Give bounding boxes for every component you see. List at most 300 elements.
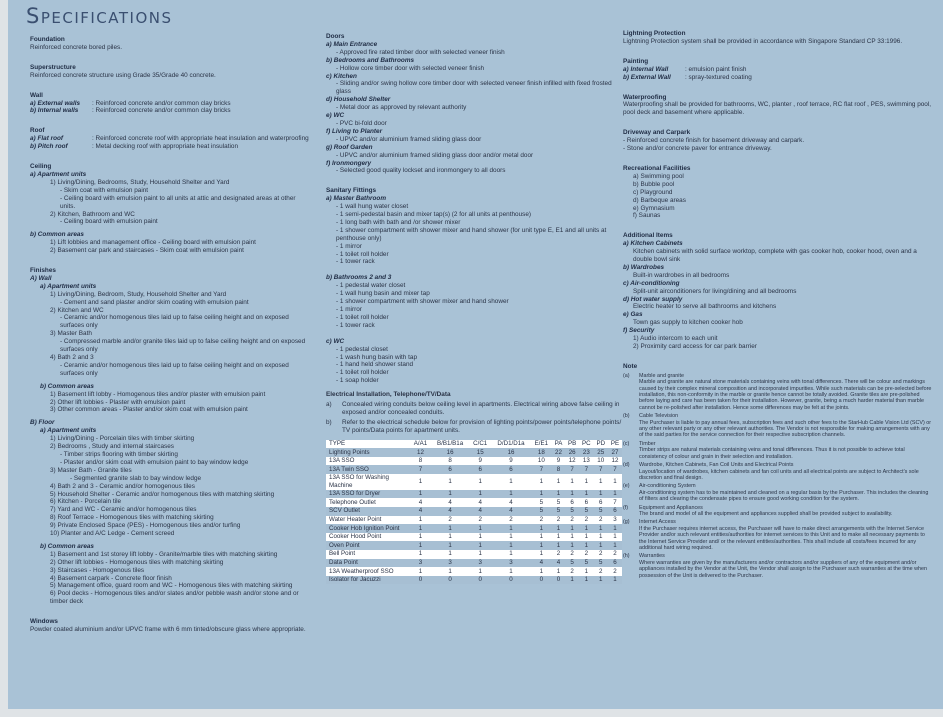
row-label: 13A Twin SSO: [326, 465, 410, 474]
spec-text: - 1 wash hung basin with tap: [336, 353, 417, 361]
table-cell: 1: [608, 524, 622, 533]
section-heading: Ceiling: [30, 163, 52, 171]
spec-text: Lightning Protection system shall be provided in accordance with Singapore Standard CP 33:1996.: [623, 37, 903, 45]
note-body: [639, 441, 933, 460]
spec-key: a) Flat roof: [30, 135, 64, 143]
table-cell: 1: [469, 533, 491, 542]
column-header: PB: [565, 440, 579, 449]
section-heading: Note: [623, 362, 638, 370]
section-heading: Additional Items: [623, 232, 673, 240]
spec-text: - Sliding and/or swing hollow core timber door with selected veneer finish infilled with fixed frosted glass: [336, 80, 612, 96]
subsection-heading: b) Wardrobes: [623, 263, 665, 271]
table-cell: 1: [608, 490, 622, 499]
row-label: Lighting Points: [326, 448, 410, 457]
column-header: TYPE: [326, 440, 410, 449]
spec-value: : Reinforced concrete roof with appropriate heat insulation and waterproofing: [92, 135, 309, 143]
spec-text: - Segmented granite slab to bay window ledge: [70, 474, 202, 482]
table-cell: 1: [594, 474, 608, 490]
table-cell: 1: [552, 474, 565, 490]
note-item: [623, 441, 933, 460]
table-cell: 0: [552, 576, 565, 585]
section-heading: Sanitary Fittings: [326, 187, 377, 195]
spec-text: 1) Audio intercom to each unit: [633, 335, 718, 343]
spec-text: 3) Master Bath - Granite tiles: [50, 466, 132, 474]
table-cell: 6: [469, 465, 491, 474]
subsection-heading: d) Household Shelter: [326, 96, 391, 104]
table-cell: 7: [531, 465, 552, 474]
subsection-heading: a) Main Entrance: [326, 40, 378, 48]
spacer: [623, 46, 933, 51]
spec-text: - UPVC and/or aluminium framed sliding glass door and/or metal door: [336, 151, 534, 159]
subsection-heading: A) Wall: [30, 274, 52, 282]
spec-value: : emulsion paint finish: [685, 65, 747, 73]
table-cell: 0: [410, 576, 431, 585]
subsection-heading: a) Apartment units: [40, 427, 97, 435]
spec-text: f) Saunas: [633, 212, 661, 220]
table-cell: 1: [431, 524, 469, 533]
spec-text: 1) Basement and 1st storey lift lobby - Granite/marble tiles with matching skirting: [50, 550, 278, 558]
table-row: [326, 465, 622, 474]
note-title: Wardrobe, Kitchen Cabinets, Fan Coil Units and Electrical Points: [639, 462, 794, 469]
table-cell: 5: [579, 507, 593, 516]
row-label: 13A SSO: [326, 457, 410, 466]
table-cell: 8: [552, 465, 565, 474]
column-header: C/C1: [469, 440, 491, 449]
subsection-heading: a) Kitchen Cabinets: [623, 240, 683, 248]
table-cell: 1: [410, 550, 431, 559]
spec-text: Town gas supply to kitchen cooker hob: [633, 319, 743, 327]
spec-text: Waterproofing shall be provided for bathrooms, WC, planter , roof terrace, RC flat roof , PES, swimming pool, pool deck and basement where applicable.: [623, 101, 932, 117]
table-row: [326, 559, 622, 568]
spec-text: 2) Kitchen, Bathroom and WC: [50, 210, 135, 218]
spec-text: 1) Living/Dining - Porcelain tiles with timber skirting: [50, 435, 195, 443]
table-cell: 1: [469, 541, 491, 550]
column-header: E/E1: [531, 440, 552, 449]
note-text: Air-conditioning system has to be maintained and cleaned on a regular basis by the Purchaser. This includes the cleaning of filters and clearing the condensate pipes to ensure good working condition for the system.: [639, 489, 929, 503]
table-cell: 16: [431, 448, 469, 457]
column-header: B/B1/B1a: [431, 440, 469, 449]
spec-text: 3) Other common areas - Plaster and/or skim coat with emulsion paint: [50, 406, 248, 414]
spec-text: - Plaster and/or skim coat with emulsion paint to bay window ledge: [60, 458, 249, 466]
spec-text: a) Swimming pool: [633, 172, 684, 180]
table-cell: 5: [531, 507, 552, 516]
spec-value: : Reinforced concrete and/or common clay bricks: [92, 99, 231, 107]
subsection-heading: b) Bedrooms and Bathrooms: [326, 56, 415, 64]
table-cell: 2: [431, 516, 469, 525]
spec-text: 2) Basement car park and staircases - Skim coat with emulsion paint: [50, 247, 244, 255]
table-cell: 6: [431, 465, 469, 474]
spacer: [623, 351, 933, 356]
table-cell: 4: [410, 507, 431, 516]
section-heading: Doors: [326, 33, 345, 40]
table-cell: 1: [565, 490, 579, 499]
subsection-heading: g) Roof Garden: [326, 143, 373, 151]
table-cell: 1: [608, 533, 622, 542]
note-number: (h): [623, 553, 630, 560]
table-cell: 0: [431, 576, 469, 585]
table-row: [326, 507, 622, 516]
table-row: [326, 541, 622, 550]
spec-text: 4) Bath 2 and 3 - Ceramic and/or homogenous tiles: [50, 482, 195, 490]
section-heading: Painting: [623, 57, 649, 65]
spec-text: - Selected good quality lockset and ironmongery to all doors: [336, 167, 506, 175]
table-cell: 1: [410, 541, 431, 550]
subsection-heading: a) Master Bathroom: [326, 195, 387, 203]
spec-value: : Metal decking roof with appropriate heat insulation: [92, 143, 239, 151]
spec-text: 2) Bedrooms , Study and internal staircases: [50, 443, 174, 451]
table-cell: 1: [594, 576, 608, 585]
note-text: Layout/location of wardrobes, kitchen cabinets and fan coil units and all electrical points are subject to Architect's sole discretion and final design.: [639, 468, 919, 481]
section-heading: Driveway and Carpark: [623, 129, 691, 137]
subsection-heading: b) Common areas: [40, 382, 94, 390]
note-number: (g): [623, 519, 630, 526]
spec-text: - Ceiling board with emulsion paint to all units at attic and designated areas at other units.: [60, 194, 296, 210]
note-body: [639, 413, 933, 439]
subsection-heading: d) Hot water supply: [623, 295, 683, 303]
note-text: The Purchaser is liable to pay annual fees, subscription fees and such other fees to the StarHub Cable Vision Ltd (SCV) or any other relevant party or any other relevant authorities. The Vendor is not responsible for making arrangements with any of the said parties for the service connection for their respective subscription channels.: [639, 419, 932, 439]
spacer: [30, 52, 312, 57]
spec-key: b) External Wall: [623, 73, 671, 81]
spec-text: - UPVC and/or aluminium framed sliding glass door: [336, 135, 482, 143]
table-cell: 7: [565, 465, 579, 474]
spec-text: - 1 shower compartment with shower mixer and hand shower: [336, 298, 509, 306]
spec-page: [8, 0, 943, 709]
table-row: [326, 576, 622, 585]
spec-value: : Reinforced concrete and/or common clay bricks: [92, 107, 231, 115]
spec-text: - Ceramic and/or homogenous tiles laid up to false ceiling height and on exposed surfaces only: [60, 361, 289, 377]
spec-text: - Metal door as approved by relevant authority: [336, 104, 467, 112]
table-cell: 1: [552, 541, 565, 550]
spec-text: 9) Private Enclosed Space (PES) - Homogenous tiles and/or turfing: [50, 522, 241, 530]
table-cell: 6: [608, 559, 622, 568]
table-cell: 8: [410, 457, 431, 466]
table-cell: 1: [410, 474, 431, 490]
spec-text: - 1 long bath with bath and /or shower mixer: [336, 218, 461, 226]
table-row: [326, 533, 622, 542]
spec-text: b) Bubble pool: [633, 180, 675, 188]
table-cell: 6: [608, 507, 622, 516]
note-item: [623, 483, 933, 502]
table-cell: 23: [579, 448, 593, 457]
column-middle: [326, 33, 626, 584]
table-cell: 1: [469, 550, 491, 559]
table-cell: 15: [469, 448, 491, 457]
table-cell: 2: [608, 567, 622, 576]
table-cell: 3: [410, 559, 431, 568]
table-cell: 1: [565, 524, 579, 533]
section-heading: Lightning Protection: [623, 30, 686, 37]
table-cell: 5: [565, 507, 579, 516]
spec-text: 4) Basement carpark - Concrete floor finish: [50, 574, 172, 582]
table-cell: 4: [469, 507, 491, 516]
table-cell: 1: [491, 524, 531, 533]
spec-text: - Stone and/or concrete paver for entrance driveway.: [623, 145, 772, 153]
table-cell: 1: [594, 490, 608, 499]
spec-text: 2) Proximity card access for car park barrier: [633, 343, 757, 350]
spec-row: [30, 100, 312, 108]
table-header-row: [326, 440, 622, 449]
table-cell: 1: [491, 550, 531, 559]
table-cell: 9: [491, 457, 531, 466]
table-cell: 1: [469, 474, 491, 490]
subsection-heading: c) Air-conditioning: [623, 279, 680, 287]
spec-text: 5) Management office, guard room and WC - Homogenous tiles with matching skirting: [50, 582, 293, 590]
table-cell: 1: [608, 541, 622, 550]
table-cell: 13: [579, 457, 593, 466]
table-row: [326, 490, 622, 499]
table-cell: 1: [579, 541, 593, 550]
subsection-heading: c) Kitchen: [326, 72, 357, 80]
table-cell: 1: [431, 541, 469, 550]
spec-text: 7) Yard and WC - Ceramic and/or homogenous tiles: [50, 506, 197, 514]
table-cell: 8: [431, 457, 469, 466]
table-cell: 1: [531, 524, 552, 533]
spacer: [30, 80, 312, 85]
spec-key: b) Pitch roof: [30, 143, 68, 151]
note-number: (d): [623, 462, 630, 469]
table-cell: 2: [594, 516, 608, 525]
spec-text: Electric heater to serve all bathrooms and kitchens: [633, 303, 777, 311]
table-cell: 4: [469, 498, 491, 507]
table-cell: 1: [410, 516, 431, 525]
table-cell: 4: [431, 498, 469, 507]
spacer: [623, 153, 933, 158]
subsection-heading: a) Apartment units: [40, 282, 97, 290]
spec-text: - Ceiling board with emulsion paint: [60, 218, 158, 226]
note-title: Timber: [639, 440, 656, 447]
table-cell: 5: [565, 559, 579, 568]
note-number: (a): [623, 372, 630, 379]
spacer: [326, 175, 626, 180]
table-cell: 2: [552, 516, 565, 525]
spec-text: Powder coated aluminium and/or UPVC frame with 6 mm tinted/obscure glass where appropriate.: [30, 626, 306, 634]
table-cell: 1: [531, 490, 552, 499]
table-cell: 1: [608, 474, 622, 490]
spec-text: Reinforced concrete bored piles.: [30, 43, 123, 51]
table-cell: 2: [579, 550, 593, 559]
spec-text: - PVC bi-fold door: [336, 119, 387, 127]
table-cell: 1: [491, 567, 531, 576]
table-cell: 1: [410, 533, 431, 542]
table-cell: 22: [552, 448, 565, 457]
spec-text: 1) Living/Dining, Bedroom, Study, Household Shelter and Yard: [50, 290, 227, 298]
spec-text: - Compressed marble and/or granite tiles laid up to false ceiling height and on exposed surfaces only: [60, 338, 306, 354]
spec-text: - Timber strips flooring with timber skirting: [60, 450, 178, 458]
spec-text: 2) Kitchen and WC: [50, 306, 104, 314]
section-heading: Wall: [30, 91, 43, 99]
table-cell: 2: [608, 550, 622, 559]
spec-text: - Hollow core timber door with selected veneer finish: [336, 64, 485, 72]
table-row: [326, 567, 622, 576]
electrical-note-b: b) Refer to the electrical schedule below for provision of lighting points/power points/telephone points/ TV points/Data points for apartment units.: [326, 418, 622, 434]
spec-text: Split-unit airconditioners for living/dining and all bedrooms: [633, 287, 797, 295]
spacer: [30, 606, 312, 611]
note-body: [639, 483, 933, 502]
spec-text: - 1 mirror: [336, 306, 362, 313]
table-cell: 25: [594, 448, 608, 457]
table-cell: 3: [431, 559, 469, 568]
table-cell: 1: [579, 567, 593, 576]
spec-row: [30, 107, 312, 115]
spec-text: e) Gymnasium: [633, 204, 675, 212]
table-cell: 9: [552, 457, 565, 466]
row-label: Oven Point: [326, 541, 410, 550]
table-cell: 4: [531, 559, 552, 568]
table-cell: 1: [565, 576, 579, 585]
spec-text: - Cement and sand plaster and/or skim coating with emulsion paint: [60, 298, 249, 306]
subsection-heading: e) Gas: [623, 311, 643, 319]
table-cell: 7: [608, 465, 622, 474]
spec-text: - 1 mirror: [336, 242, 362, 250]
table-cell: 1: [491, 533, 531, 542]
note-text: If the Purchaser requires internet access, the Purchaser will have to make direct arrangements with the Internet Service Provider and/or such relevant entities/authorities for internet services to this Unit and to make all necessary payments to the Internet Service Provider and/ or the relevant entities/authorities. This shall include all costs/fees incurred for any additional hard wiring required.: [639, 525, 925, 551]
table-cell: 1: [410, 490, 431, 499]
row-label: SCV Outlet: [326, 507, 410, 516]
note-number: (b): [623, 413, 630, 420]
note-item: [623, 505, 933, 518]
note-item: [623, 553, 933, 579]
column-header: PE: [608, 440, 622, 449]
table-cell: 1: [431, 490, 469, 499]
table-cell: 6: [579, 498, 593, 507]
table-cell: 5: [579, 559, 593, 568]
table-cell: 1: [579, 533, 593, 542]
table-cell: 1: [565, 541, 579, 550]
table-cell: 7: [608, 498, 622, 507]
note-text: Marble and granite are natural stone materials containing veins with tonal differences. There will be colour and markings caused by their complex mineral composition and incorporated impurities. While such materials can be pre-selected before installation, this non-conformity in the marble or granite hence cannot be totally avoided. Granite tiles are pre-polished before laying and care has been taken for their installation. However, granite, being a much harder material than marble cannot be re-polished after installation. Hence some differences may be felt at the joints.: [639, 379, 932, 411]
spec-text: 6) Pool decks - Homogenous tiles and/or slates and/or pebble wash and/or stone and or timber deck: [50, 590, 299, 606]
table-cell: 1: [531, 550, 552, 559]
table-cell: 1: [531, 567, 552, 576]
table-cell: 2: [579, 516, 593, 525]
spec-text: 1) Basement lift lobby - Homogenous tiles and/or plaster with emulsion paint: [50, 390, 266, 398]
table-cell: 1: [594, 533, 608, 542]
spec-text: Built-in wardrobes in all bedrooms: [633, 271, 730, 279]
note-title: Air-conditioning System: [639, 483, 696, 490]
electrical-note-a: a) Concealed wiring conduits below ceiling level in apartments. Electrical wiring above false ceiling in exposed and/or concealed conduits.: [326, 401, 620, 416]
spec-text: - 1 pedestal closet: [336, 345, 388, 353]
spec-text: - 1 wall hung basin and mixer tap: [336, 290, 430, 298]
table-cell: 6: [594, 498, 608, 507]
table-cell: 12: [410, 448, 431, 457]
subsection-heading: b) Bathrooms 2 and 3: [326, 274, 392, 282]
table-cell: 2: [594, 567, 608, 576]
note-number: (c): [623, 440, 630, 447]
electrical-schedule-table: [326, 440, 622, 585]
subsection-heading: a) Apartment units: [30, 170, 87, 178]
table-cell: 1: [491, 490, 531, 499]
table-cell: 0: [531, 576, 552, 585]
table-cell: 2: [594, 550, 608, 559]
table-cell: 5: [552, 498, 565, 507]
note-body: [639, 462, 933, 481]
table-cell: 1: [431, 567, 469, 576]
spacer: [623, 220, 933, 225]
table-cell: 2: [552, 550, 565, 559]
subsection-heading: b) Common areas: [30, 231, 84, 239]
table-cell: 16: [491, 448, 531, 457]
section-heading: Foundation: [30, 36, 65, 43]
table-cell: 1: [552, 524, 565, 533]
table-cell: 2: [531, 516, 552, 525]
spacer: [623, 117, 933, 122]
note-body: [639, 505, 933, 518]
spec-text: Kitchen cabinets with solid surface worktop, complete with gas cooker hob, cooker hood, oven and a double bowl sink: [633, 248, 917, 264]
table-row: [326, 516, 622, 525]
subsection-heading: e) WC: [326, 112, 345, 120]
spec-text: - 1 semi-pedestal basin and mixer tap(s) (2 for all units at penthouse): [336, 211, 532, 219]
table-cell: 4: [431, 507, 469, 516]
table-cell: 1: [565, 474, 579, 490]
spec-text: 1) Living/Dining, Bedrooms, Study, Household Shelter and Yard: [50, 178, 230, 186]
table-cell: 5: [552, 507, 565, 516]
table-row: [326, 474, 622, 490]
note-text: Timber strips are natural materials containing veins and tonal differences. Thus it is not possible to achieve total consistency of colour and grain in their selection and installation.: [639, 447, 905, 460]
table-cell: 1: [431, 533, 469, 542]
spec-text: - 1 toilet roll holder: [336, 313, 389, 321]
note-text: The brand and model of all the equipment and appliances supplied shall be provided subject to availability.: [639, 510, 893, 517]
table-cell: 1: [531, 474, 552, 490]
table-cell: 1: [491, 541, 531, 550]
spec-row: [30, 143, 312, 151]
section-heading: Roof: [30, 127, 45, 135]
subsection-heading: b) Common areas: [40, 542, 94, 550]
section-heading: Waterproofing: [623, 93, 667, 101]
spec-text: 3) Master Bath: [50, 330, 92, 338]
column-header: PD: [594, 440, 608, 449]
spacer: [326, 266, 626, 274]
table-cell: 9: [469, 457, 491, 466]
spacer: [326, 330, 626, 338]
table-cell: 26: [565, 448, 579, 457]
table-row: [326, 448, 622, 457]
subsection-heading: f) Security: [623, 327, 655, 335]
subsection-heading: c) WC: [326, 337, 345, 345]
note-item: [623, 373, 933, 411]
spec-text: - Skim coat with emulsion paint: [60, 186, 149, 194]
table-cell: 2: [565, 550, 579, 559]
spec-text: - Reinforced concrete finish for basement driveway and carpark.: [623, 137, 805, 145]
spec-text: - 1 shower compartment with shower mixer and hand shower (for unit type E, E1 and all units at penthouse only): [336, 226, 607, 242]
table-cell: 5: [531, 498, 552, 507]
table-cell: 2: [469, 516, 491, 525]
table-cell: 1: [552, 490, 565, 499]
table-cell: 2: [565, 567, 579, 576]
table-cell: 27: [608, 448, 622, 457]
spec-text: 1) Lift lobbies and management office - Ceiling board with emulsion paint: [50, 239, 256, 247]
spec-text: - 1 tower rack: [336, 258, 375, 266]
row-label: 13A Weatherproof SSO: [326, 567, 410, 576]
table-cell: 5: [594, 559, 608, 568]
table-cell: 1: [469, 490, 491, 499]
table-cell: 7: [594, 465, 608, 474]
table-cell: 1: [491, 474, 531, 490]
spec-text: - 1 hand held shower stand: [336, 361, 414, 369]
spec-text: 2) Other lift lobbies - Homogenous tiles with matching skirting: [50, 558, 224, 566]
section-heading: Windows: [30, 618, 58, 626]
column-header: A/A1: [410, 440, 431, 449]
spec-text: 3) Staircases - Homogenous tiles: [50, 566, 145, 574]
column-header: PA: [552, 440, 565, 449]
table-cell: 1: [431, 474, 469, 490]
note-title: Warranties: [639, 553, 665, 560]
subsection-heading: f) Ironmongery: [326, 159, 372, 167]
table-row: [326, 524, 622, 533]
table-cell: 1: [469, 567, 491, 576]
spec-text: - 1 wall hung water closet: [336, 203, 409, 211]
table-cell: 4: [552, 559, 565, 568]
spec-text: - 1 tower rack: [336, 321, 375, 329]
